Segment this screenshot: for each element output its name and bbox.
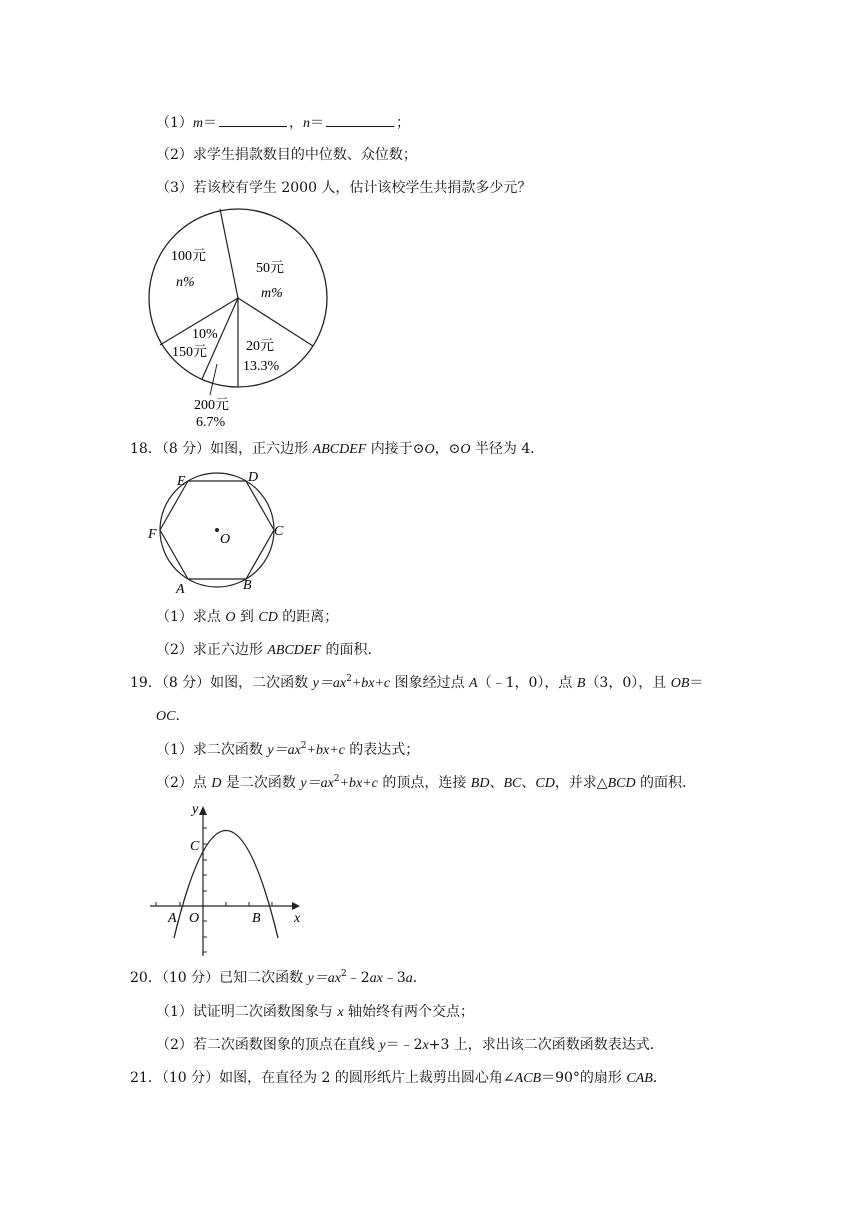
- pie-label-50-pct: m%: [261, 286, 283, 301]
- q18-sub2-b: 的面积．: [321, 642, 382, 658]
- q18-sub1-c: 的距离；: [277, 609, 339, 625]
- q20-sub1-b: 轴始终有两个交点；: [343, 1004, 475, 1020]
- q19-sub2-c: 的顶点，连接: [377, 775, 471, 791]
- answer-blank-n[interactable]: [326, 112, 394, 127]
- vertex-e-label: E: [177, 474, 186, 489]
- q17-sub3: （3）若该校有学生 2000 人，估计该校学生共捐款多少元？: [156, 180, 532, 196]
- q19-sub1-rest: +bx+c: [306, 743, 345, 758]
- q18-number: 18．: [130, 441, 162, 457]
- q20-formula-a2: a: [405, 971, 413, 986]
- q18-hexagon-name: ABCDEF: [312, 442, 367, 457]
- point-b-label: B: [252, 911, 261, 926]
- y-axis-label: y: [192, 802, 199, 817]
- q21-text-a: （10 分）如图，在直径为 2 的圆形纸片上裁剪出圆心角∠: [161, 1070, 515, 1086]
- q20-text-end: ．: [412, 970, 427, 986]
- q19-sub2-bc: BC: [503, 776, 522, 791]
- pie-label-100-pct: n%: [176, 275, 195, 290]
- center-dot: [215, 528, 219, 532]
- q18-sub2: [156, 640, 381, 661]
- q19-sub1-formula: y＝ax: [267, 743, 301, 758]
- q20-formula-c: ﹣3: [382, 970, 406, 986]
- point-a-label: A: [168, 911, 177, 926]
- origin-o-label: O: [189, 911, 200, 926]
- q21-cab: CAB: [626, 1071, 653, 1086]
- q20-formula-ax: ax: [369, 971, 383, 986]
- q19-sub2-bcd: BCD: [607, 776, 636, 791]
- q18-sub1-cd: CD: [258, 610, 278, 625]
- vertex-f-label: F: [148, 527, 157, 542]
- q17-sub1-prefix: （1）: [156, 115, 193, 131]
- q21-number: 21．: [130, 1070, 162, 1086]
- q17-sub2: （2）求学生捐款数目的中位数、众位数；: [156, 147, 417, 163]
- q19-sub2-rest: +bx+c: [339, 776, 378, 791]
- q19-stem-line2: [156, 706, 189, 727]
- q20-sub2-b: ＝﹣2: [385, 1037, 423, 1053]
- q19-point-a: A: [469, 676, 478, 691]
- q18-o1: O: [424, 442, 435, 457]
- q17-var-n: n: [303, 116, 311, 131]
- q19-sub2-sup: 2: [333, 774, 340, 784]
- q19-sub2-formula: y＝ax: [300, 776, 334, 791]
- q21-stem: [130, 1068, 667, 1089]
- parabola-figure: [140, 798, 310, 963]
- q21-text-c: ．: [652, 1070, 667, 1086]
- pie-leader-200: [210, 364, 217, 395]
- q20-sub1: [156, 1002, 474, 1023]
- q18-text-d: 半径为 4．: [470, 441, 545, 457]
- q19-ob: OB: [670, 676, 690, 691]
- q17-comma: ，: [289, 115, 304, 131]
- q19-sub2-f2: 的面积．: [635, 775, 697, 791]
- hexagon-figure: [140, 465, 300, 600]
- donation-pie-chart: [140, 200, 350, 432]
- pie-label-50: 50元: [256, 261, 284, 276]
- pie-label-150: 150元: [172, 345, 207, 360]
- q20-formula-a: y＝ax: [307, 971, 341, 986]
- q19-text-a: （8 分）如图，二次函数: [161, 675, 313, 691]
- q19-text-c: （﹣1，0），点: [477, 675, 577, 691]
- q19-point-b: B: [576, 676, 586, 691]
- q20-stem: [130, 968, 427, 989]
- q20-formula-sup: 2: [340, 969, 347, 979]
- q17-eq: ＝: [203, 115, 218, 131]
- q18-sub2-a: （2）求正六边形: [156, 642, 268, 658]
- q19-sub2-b: 是二次函数: [221, 775, 301, 791]
- q19-sub2-sep1: 、: [489, 775, 504, 791]
- q18-sub1: [156, 607, 338, 628]
- q19-sub2-d: D: [211, 776, 222, 791]
- pie-label-200-pct: 6.7%: [196, 415, 226, 430]
- q17-var-m: m: [192, 116, 204, 131]
- q19-stem-line1: [130, 673, 703, 694]
- q19-sub1-sup: 2: [300, 741, 307, 751]
- q19-sub2: [156, 773, 696, 794]
- pie-label-20-pct: 13.3%: [243, 359, 280, 374]
- point-c-label: C: [190, 839, 200, 854]
- x-axis-label: x: [294, 911, 301, 926]
- q18-sub1-a: （1）求点: [156, 609, 226, 625]
- y-axis-arrow: [199, 806, 207, 815]
- q19-oc: OC: [156, 709, 176, 724]
- q19-sub2-cd: CD: [535, 776, 555, 791]
- q17-end: ；: [396, 115, 411, 131]
- q19-sub2-sep2: 、: [521, 775, 536, 791]
- q19-formula-sup: 2: [346, 674, 352, 684]
- center-o-label: O: [220, 532, 231, 547]
- q19-text-e: ＝: [689, 675, 704, 691]
- pie-label-200: 200元: [194, 398, 229, 413]
- x-axis-arrow: [292, 902, 300, 910]
- pie-label-150-pct: 10%: [192, 327, 218, 342]
- vertex-d-label: D: [248, 470, 259, 485]
- q19-sub2-a: （2）点: [156, 775, 212, 791]
- q19-formula-rest: +bx+c: [351, 676, 391, 691]
- q18-stem: [130, 439, 544, 460]
- q20-sub2-a: （2）若二次函数图象的顶点在直线: [156, 1037, 380, 1053]
- q18-text-b: 内接于⊙: [366, 441, 425, 457]
- q20-sub1-a: （1）试证明二次函数图象与: [156, 1004, 338, 1020]
- q20-sub2-y: y: [379, 1038, 386, 1053]
- pie-label-20: 20元: [246, 339, 274, 354]
- q18-o2: O: [460, 442, 471, 457]
- q19-text-d: （3，0），且: [585, 675, 671, 691]
- vertex-a-label: A: [176, 582, 185, 597]
- q20-number: 20．: [130, 970, 162, 986]
- q20-formula-b: ﹣2: [346, 970, 370, 986]
- q17-sub1: [156, 112, 410, 134]
- q19-sub2-bd: BD: [470, 776, 490, 791]
- q21-text-b: ＝90°的扇形: [541, 1070, 627, 1086]
- q20-sub2: [156, 1035, 664, 1056]
- q19-sub1-a: （1）求二次函数: [156, 742, 268, 758]
- q18-sub2-name: ABCDEF: [267, 643, 322, 658]
- q18-text-c: ，⊙: [434, 441, 461, 457]
- q19-sub1: [156, 740, 419, 761]
- q20-sub1-x: x: [337, 1005, 344, 1020]
- q19-formula-a: y＝ax: [312, 676, 347, 691]
- q20-sub2-c: +3 上，求出该二次函数函数表达式．: [428, 1037, 664, 1053]
- q17-eq2: ＝: [310, 115, 325, 131]
- q21-acb: ACB: [514, 1071, 542, 1086]
- q20-sub2-x: x: [422, 1038, 429, 1053]
- q19-number: 19．: [130, 675, 162, 691]
- pie-label-100: 100元: [171, 249, 206, 264]
- q19-text-b: 图象经过点: [390, 675, 470, 691]
- q19-text-f: ．: [175, 708, 190, 724]
- q19-sub1-b: 的表达式；: [344, 742, 420, 758]
- q18-sub1-b: 到: [235, 609, 259, 625]
- q20-text-a: （10 分）已知二次函数: [161, 970, 308, 986]
- pie-radius-top: [220, 209, 238, 298]
- q18-sub1-o: O: [225, 610, 236, 625]
- vertex-b-label: B: [243, 578, 252, 593]
- q19-sub2-e: ，并求△: [554, 775, 608, 791]
- answer-blank-m[interactable]: [219, 112, 287, 127]
- vertex-c-label: C: [274, 524, 284, 539]
- q18-text-a: （8 分）如图，正六边形: [161, 441, 313, 457]
